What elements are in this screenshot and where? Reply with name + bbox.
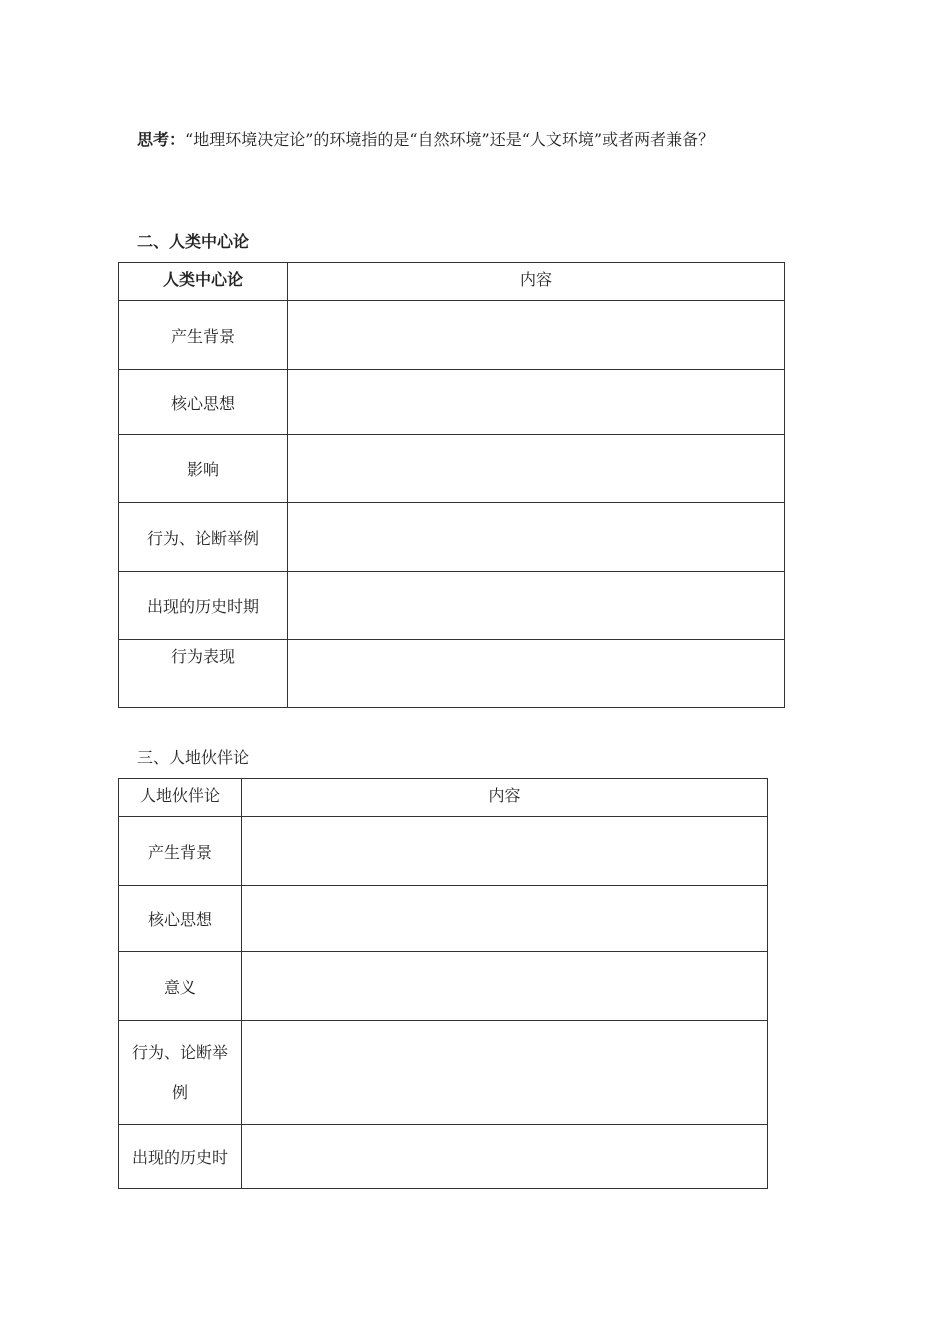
content-cell[interactable]: [242, 817, 768, 886]
header-cell-topic: 人地伙伴论: [119, 779, 242, 817]
row-label: 核心思想: [119, 370, 288, 435]
row-label: 行为、论断举例: [119, 1021, 242, 1125]
content-cell[interactable]: [288, 572, 785, 640]
content-cell[interactable]: [288, 301, 785, 370]
table-header-row: [119, 779, 768, 817]
partnership-table: [118, 778, 768, 1189]
header-cell-content: 内容: [288, 263, 785, 301]
content-cell[interactable]: [242, 1021, 768, 1125]
header-cell-topic: 人类中心论: [119, 263, 288, 301]
thinking-question: [137, 127, 714, 150]
thinking-text: “地理环境决定论”的环境指的是“自然环境”还是“人文环境”或者两者兼备？: [185, 130, 715, 149]
table-row: [119, 886, 768, 952]
row-label: 出现的历史时期: [119, 572, 288, 640]
header-cell-content: 内容: [242, 779, 768, 817]
anthropocentrism-table: [118, 262, 785, 708]
content-cell[interactable]: [242, 952, 768, 1021]
content-cell[interactable]: [242, 886, 768, 952]
row-label: 影响: [119, 435, 288, 503]
row-label: 出现的历史时: [119, 1125, 242, 1189]
row-label: 产生背景: [119, 301, 288, 370]
thinking-label: 思考：: [137, 130, 186, 149]
table-row: [119, 301, 785, 370]
row-label: 行为表现: [119, 640, 288, 708]
table-header-row: [119, 263, 785, 301]
table-row: [119, 572, 785, 640]
content-cell[interactable]: [288, 503, 785, 572]
row-label: 核心思想: [119, 886, 242, 952]
table-row: [119, 1021, 768, 1125]
row-label: 产生背景: [119, 817, 242, 886]
content-cell[interactable]: [288, 435, 785, 503]
content-cell[interactable]: [288, 640, 785, 708]
table-row: [119, 370, 785, 435]
table-row: [119, 503, 785, 572]
table-row: [119, 952, 768, 1021]
table-row: [119, 640, 785, 708]
content-cell[interactable]: [288, 370, 785, 435]
table-row: [119, 1125, 768, 1189]
section-title-partnership: 三、人地伙伴论: [137, 748, 250, 767]
content-cell[interactable]: [242, 1125, 768, 1189]
table-row: [119, 817, 768, 886]
row-label: 意义: [119, 952, 242, 1021]
section-title-anthropocentrism: 二、人类中心论: [137, 232, 250, 251]
table-row: [119, 435, 785, 503]
row-label: 行为、论断举例: [119, 503, 288, 572]
